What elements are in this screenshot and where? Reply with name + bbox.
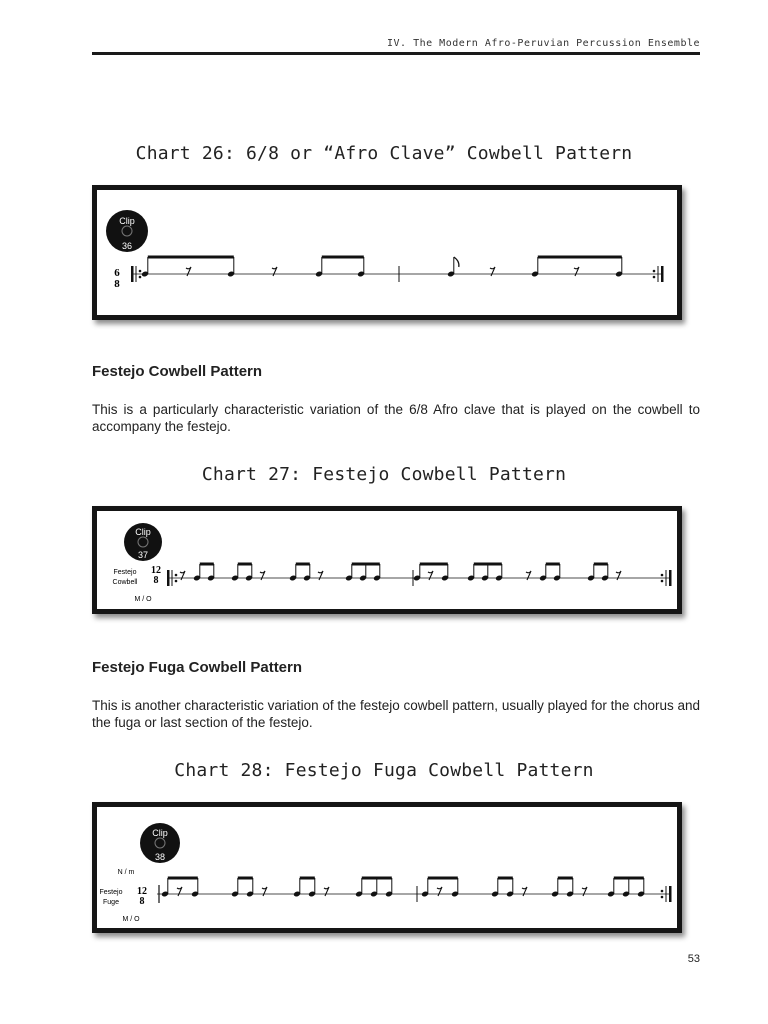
rhythm-staff (157, 878, 672, 903)
hand-marking: M / O (122, 916, 140, 923)
repeat-dot (175, 580, 178, 583)
time-sig-top: 12 (137, 886, 147, 897)
section-body: This is a particularly characteristic variation of the 6/8 Afro clave that is played on the cowbell to accompany the festejo. (92, 402, 700, 434)
repeat-dot (139, 276, 142, 279)
eighth-rest (526, 571, 531, 580)
clip-badge (140, 823, 180, 863)
clip-badge (106, 210, 148, 252)
time-signature (151, 565, 161, 586)
instrument-label-line1: Festejo (113, 569, 137, 576)
repeat-dot (139, 270, 142, 273)
eighth-rest (262, 887, 267, 896)
instrument-label-line1: Festejo (99, 889, 123, 896)
eighth-rest (437, 887, 442, 896)
eighth-rest (318, 571, 323, 580)
repeat-bar-thick (669, 570, 672, 586)
chart-title: Chart 28: Festejo Fuga Cowbell Pattern (174, 760, 594, 781)
section-heading: Festejo Cowbell Pattern (92, 363, 263, 380)
time-sig-bottom: 8 (153, 575, 159, 586)
hand-marking: M / O (134, 596, 152, 603)
eighth-rest (428, 571, 433, 580)
eighth-rest (180, 571, 185, 580)
eighth-rest (272, 267, 277, 276)
clip-number: 37 (137, 550, 149, 560)
clip-label: Clip (119, 216, 135, 226)
clip-badge (124, 523, 162, 561)
clip-number: 38 (154, 852, 166, 862)
note-flag (454, 257, 459, 267)
eighth-rest (177, 887, 182, 896)
repeat-dot (661, 890, 664, 893)
section-heading: Festejo Fuga Cowbell Pattern (92, 659, 303, 676)
eighth-rest (490, 267, 495, 276)
eighth-rest (616, 571, 621, 580)
running-head: IV. The Modern Afro-Peruvian Percussion Ensemble (387, 38, 700, 49)
header-rule (92, 52, 700, 55)
clip-label: Clip (135, 527, 151, 537)
page-number: 53 (687, 953, 700, 965)
time-sig-bottom: 8 (139, 896, 145, 907)
eighth-rest (186, 267, 191, 276)
top-marking: N / m (117, 869, 135, 876)
repeat-dot (661, 574, 664, 577)
repeat-bar-thick (669, 886, 672, 902)
instrument-label-line2: Cowbell (112, 579, 138, 586)
notation-frame (92, 506, 682, 614)
repeat-dot (175, 574, 178, 577)
repeat-dot (661, 896, 664, 899)
time-sig-top: 6 (114, 267, 120, 279)
eighth-rest (582, 887, 587, 896)
instrument-label-line2: Fuge (103, 899, 119, 906)
clip-number: 36 (121, 241, 133, 251)
time-sig-top: 12 (151, 565, 161, 576)
notation-svg (97, 511, 677, 609)
repeat-dot (653, 270, 656, 273)
repeat-bar-thick (131, 266, 134, 282)
rhythm-staff (131, 257, 664, 282)
clip-label: Clip (152, 828, 168, 838)
time-signature (137, 886, 147, 907)
rhythm-staff (167, 564, 672, 586)
eighth-rest (574, 267, 579, 276)
chart-title: Chart 27: Festejo Cowbell Pattern (201, 464, 567, 485)
repeat-dot (661, 580, 664, 583)
eighth-rest (260, 571, 265, 580)
time-sig-bottom: 8 (114, 278, 120, 290)
repeat-bar-thick (661, 266, 664, 282)
repeat-bar-thick (167, 570, 170, 586)
notation-frame (92, 185, 682, 320)
section-body: This is another characteristic variation of the festejo cowbell pattern, usually played for the chorus and the fuga or last section of the festejo. (92, 698, 700, 730)
notation-svg (97, 190, 677, 315)
eighth-rest (522, 887, 527, 896)
chart-title: Chart 26: 6/8 or “Afro Clave” Cowbell Pattern (135, 143, 633, 164)
notation-svg (97, 807, 677, 928)
notation-frame (92, 802, 682, 933)
eighth-rest (324, 887, 329, 896)
time-signature (114, 267, 120, 290)
repeat-dot (653, 276, 656, 279)
